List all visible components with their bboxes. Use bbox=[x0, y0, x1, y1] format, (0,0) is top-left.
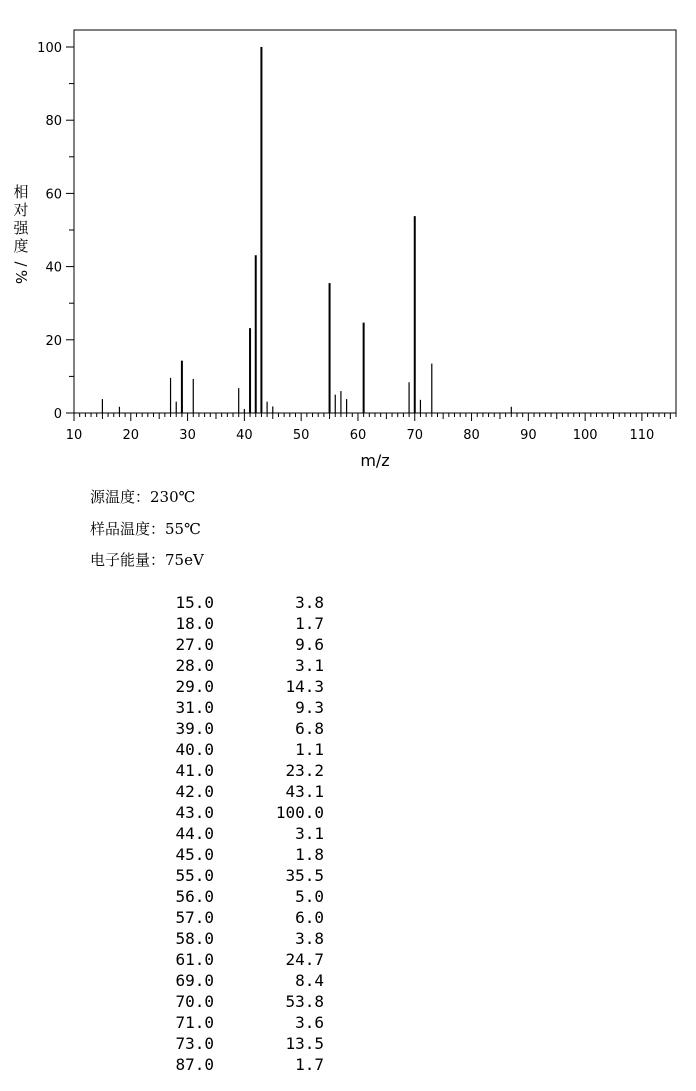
y-tick-label: 80 bbox=[45, 114, 62, 130]
peak-table-row bbox=[150, 844, 324, 865]
peak-intensity: 3.1 bbox=[295, 824, 324, 843]
x-tick-label: 60 bbox=[349, 428, 367, 443]
peak-mz: 39.0 bbox=[175, 719, 214, 738]
peak-table-row bbox=[150, 760, 324, 781]
peak-table-row bbox=[150, 991, 324, 1012]
peak-intensity: 1.1 bbox=[295, 740, 324, 759]
peak-table-row bbox=[150, 1054, 324, 1075]
peak-mz: 28.0 bbox=[175, 656, 214, 675]
peak-mz: 44.0 bbox=[175, 824, 214, 843]
y-axis-label-char: 度 bbox=[13, 237, 29, 255]
peak-mz: 87.0 bbox=[175, 1055, 214, 1074]
peak-table-row bbox=[150, 676, 324, 697]
peak-mz: 70.0 bbox=[175, 992, 214, 1011]
peak-intensity: 100.0 bbox=[275, 803, 324, 822]
x-axis bbox=[66, 413, 676, 443]
y-tick-label: 100 bbox=[37, 41, 62, 56]
peak-mz: 27.0 bbox=[175, 635, 214, 654]
y-axis-label-char: / bbox=[12, 261, 30, 267]
x-tick-label: 10 bbox=[65, 428, 83, 443]
peak-mz: 18.0 bbox=[175, 614, 214, 633]
peak-intensity: 1.7 bbox=[295, 614, 324, 633]
peak-intensity: 5.0 bbox=[295, 887, 324, 906]
spectrum-peaks bbox=[102, 47, 511, 413]
electron-energy: 电子能量：75eV bbox=[90, 551, 204, 569]
peak-mz: 57.0 bbox=[175, 908, 214, 927]
x-tick-label: 30 bbox=[179, 428, 196, 443]
peak-mz: 15.0 bbox=[175, 593, 214, 612]
peak-intensity: 9.3 bbox=[295, 698, 324, 717]
peak-mz: 29.0 bbox=[175, 677, 214, 696]
peak-intensity: 43.1 bbox=[285, 782, 324, 801]
peak-table-row bbox=[150, 907, 324, 928]
peak-table-row bbox=[150, 613, 324, 634]
peak-table-row bbox=[150, 928, 324, 949]
peak-mz: 31.0 bbox=[175, 698, 214, 717]
peak-table-row bbox=[150, 823, 324, 844]
y-axis-ticks bbox=[37, 41, 74, 422]
mass-spectrum-chart bbox=[0, 0, 696, 480]
peak-mz: 56.0 bbox=[175, 887, 214, 906]
x-tick-label: 20 bbox=[122, 428, 140, 443]
peak-mz: 40.0 bbox=[175, 740, 214, 759]
peak-mz: 41.0 bbox=[175, 761, 214, 780]
peak-table-row bbox=[150, 781, 324, 802]
source-temperature: 源温度：230℃ bbox=[90, 488, 196, 506]
peak-intensity: 3.1 bbox=[295, 656, 324, 675]
x-tick-label: 70 bbox=[406, 428, 424, 443]
peak-intensity: 13.5 bbox=[285, 1034, 324, 1053]
peak-intensity: 24.7 bbox=[285, 950, 324, 969]
peak-intensity: 35.5 bbox=[285, 866, 324, 885]
y-axis-label bbox=[12, 183, 30, 284]
peak-intensity: 3.8 bbox=[295, 929, 324, 948]
sample-temperature: 样品温度：55℃ bbox=[90, 520, 201, 538]
peak-mz: 42.0 bbox=[175, 782, 214, 801]
peak-table-row bbox=[150, 886, 324, 907]
x-tick-label: 40 bbox=[236, 428, 253, 443]
peak-table-row bbox=[150, 970, 324, 991]
peak-table-row bbox=[150, 718, 324, 739]
peak-intensity: 6.8 bbox=[295, 719, 324, 738]
peak-mz: 43.0 bbox=[175, 803, 214, 822]
peak-table-row bbox=[150, 1012, 324, 1033]
peak-table-row bbox=[150, 655, 324, 676]
peak-intensity: 6.0 bbox=[295, 908, 324, 927]
x-tick-label: 50 bbox=[292, 428, 310, 443]
peak-table-row bbox=[150, 802, 324, 823]
y-axis-label-char: 强 bbox=[13, 219, 29, 237]
peak-table-row bbox=[150, 697, 324, 718]
peak-intensity: 23.2 bbox=[285, 761, 324, 780]
peak-intensity: 3.6 bbox=[295, 1013, 324, 1032]
peak-table-row bbox=[150, 1033, 324, 1054]
peak-mz: 58.0 bbox=[175, 929, 214, 948]
y-axis-label-char: 对 bbox=[13, 201, 29, 219]
x-tick-label: 90 bbox=[520, 428, 537, 443]
y-tick-label: 0 bbox=[53, 407, 62, 422]
peak-intensity: 9.6 bbox=[295, 635, 324, 654]
peak-intensity: 53.8 bbox=[285, 992, 324, 1011]
x-axis-label: m/z bbox=[360, 451, 390, 470]
y-tick-label: 40 bbox=[45, 260, 62, 276]
peak-intensity: 1.7 bbox=[295, 1055, 324, 1074]
peak-mz: 71.0 bbox=[175, 1013, 214, 1032]
peak-intensity: 8.4 bbox=[295, 971, 324, 990]
peak-intensity: 1.8 bbox=[295, 845, 324, 864]
peak-table-row bbox=[150, 949, 324, 970]
peak-table-row bbox=[150, 865, 324, 886]
peak-intensity: 14.3 bbox=[285, 677, 324, 696]
x-tick-label: 80 bbox=[463, 428, 480, 443]
peak-mz: 45.0 bbox=[175, 845, 214, 864]
y-axis-label-char: % bbox=[12, 269, 30, 285]
peak-table-row bbox=[150, 634, 324, 655]
peak-mz: 73.0 bbox=[175, 1034, 214, 1053]
x-tick-label: 100 bbox=[572, 428, 598, 443]
peak-mz: 61.0 bbox=[175, 950, 214, 969]
y-tick-label: 60 bbox=[45, 187, 62, 203]
peak-table bbox=[150, 592, 324, 1075]
peak-mz: 55.0 bbox=[175, 866, 214, 885]
peak-table-row bbox=[150, 739, 324, 760]
peak-intensity: 3.8 bbox=[295, 593, 324, 612]
y-tick-label: 20 bbox=[45, 333, 62, 349]
y-axis-label-char: 相 bbox=[13, 183, 29, 201]
peak-mz: 69.0 bbox=[175, 971, 214, 990]
peak-table-row bbox=[150, 592, 324, 613]
x-tick-label: 110 bbox=[629, 428, 655, 443]
plot-frame bbox=[74, 30, 676, 413]
